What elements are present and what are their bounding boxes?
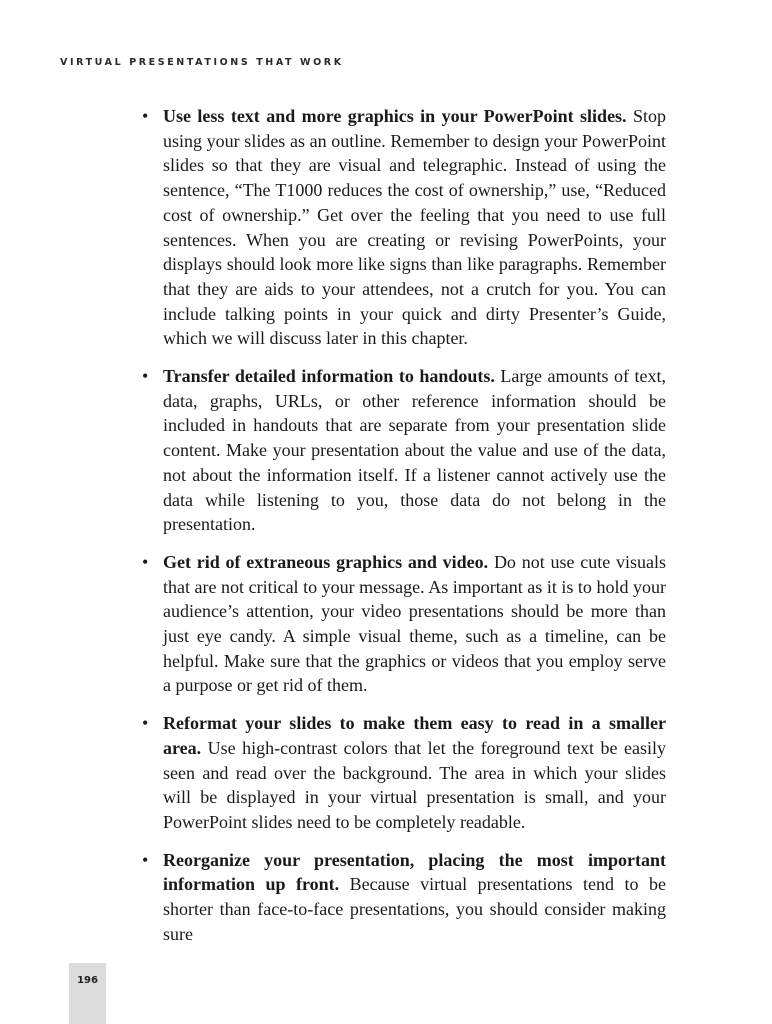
bullet-marker: • (142, 551, 149, 572)
page-number-tab (69, 963, 106, 1024)
bullet-item (142, 104, 666, 351)
running-header: VIRTUAL PRESENTATIONS THAT WORK (60, 57, 344, 68)
bullet-marker: • (142, 849, 149, 870)
bullet-marker: • (142, 366, 149, 387)
bullet-item (142, 848, 666, 947)
bullet-list (142, 104, 667, 960)
bullet-item (142, 364, 667, 537)
bullet-lead-text: Reformat your slides to make them easy to read in a smaller area. (163, 713, 666, 758)
bullet-lead-text: Transfer detailed information to handouts. (163, 366, 495, 387)
bullet-body-text: Large amounts of text, data, graphs, URLs, or other reference information should be included in handouts that are separate from your presentation slide content. Make your presentation about the value and use of the data, not about the information itself. If a listener cannot actively use the data while listening to you, those data do not belong in the presentation. (163, 366, 667, 535)
bullet-lead-text: Reorganize your presentation, placing the most important information up front. (163, 849, 666, 895)
bullet-marker: • (142, 713, 149, 734)
bullet-marker: • (142, 106, 149, 126)
bullet-item (142, 550, 667, 698)
bullet-lead-text: Get rid of extraneous graphics and video. (163, 551, 489, 572)
bullet-body-text: Do not use cute visuals that are not critical to your message. As important as it is to hold your audience’s attention, your video presentations should be more than just eye candy. A simple visual theme, such as a timeline, can be helpful. Make sure that the graphics or videos that you employ serve a purpose or get rid of them. (163, 551, 667, 696)
bullet-lead-text: Use less text and more graphics in your PowerPoint slides. (163, 106, 627, 126)
page-number: 196 (77, 975, 98, 986)
bullet-body-text: Because virtual presentations tend to be shorter than face-to-face presentations, you should consider making sure (163, 874, 666, 944)
bullet-item (142, 711, 666, 835)
bullet-body-text: Stop using your slides as an outline. Remember to design your PowerPoint slides so that they are visual and telegraphic. Instead of using the sentence, “The T1000 reduces the cost of ownership,” use, “Reduced cost of ownership.” Get over the feeling that you need to use full sentences. When you are creating or revising PowerPoints, your displays should look more like signs than like paragraphs. Remember that they are aids to your attendees, not a crutch for you. You can include talking points in your quick and dirty Presenter’s Guide, which we will discuss later in this chapter. (163, 106, 666, 349)
bullet-body-text: Use high-contrast colors that let the foreground text be easily seen and read over the background. The area in which your slides will be displayed in your virtual presentation is small, and your PowerPoint slides need to be completely readable. (163, 737, 666, 832)
